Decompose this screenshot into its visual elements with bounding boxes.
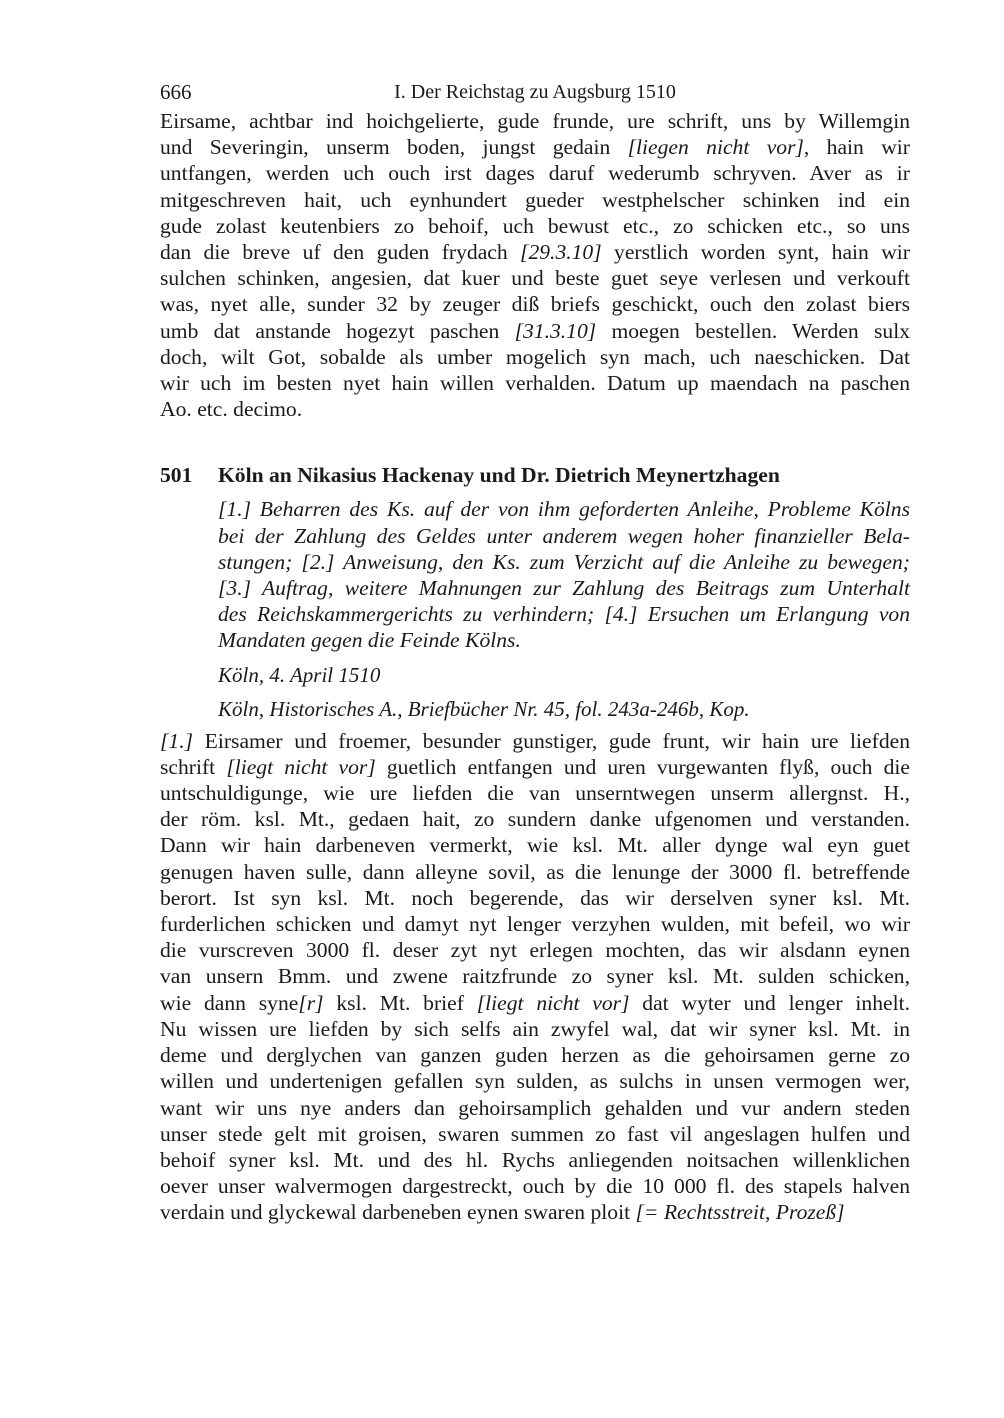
text-line	[160, 885, 910, 911]
text-run: Dann wir hain darbeneven vermerkt, wie ksl. Mt. aller dynge wal eyn guet	[160, 833, 910, 858]
text-run: want wir uns nye anders dan gehoirsamplich gehalden und vur andern steden	[160, 1095, 910, 1120]
place-date: Köln, 4. April 1510	[218, 662, 381, 687]
text-line	[160, 160, 910, 186]
text-run: van unsern Bmm. und zwene raitzfrunde zo syner ksl. Mt. sulden schicken,	[160, 964, 910, 989]
text-line	[160, 806, 910, 832]
text-run: gude zolast keutenbiers zo behoif, uch bewust etc., zo schicken etc., so uns	[160, 213, 910, 238]
text-run: deme und derglychen van ganzen guden herzen as die gehoirsamen gerne zo	[160, 1043, 910, 1068]
text-line	[160, 318, 910, 344]
text-run: und Severingin, unserm boden, jungst gedain	[160, 135, 628, 160]
regest-line: Mandaten gegen die Feinde Kölns.	[218, 628, 521, 653]
text-line	[160, 937, 910, 963]
text-run: mitgeschreven hait, uch eynhundert gueder westphelscher schinken ind ein	[160, 187, 910, 212]
text-run: was, nyet alle, sunder 32 by zeuger diß briefs geschickt, ouch den zolast biers	[160, 292, 910, 317]
text-line	[160, 344, 910, 370]
text-run: Eirsamer und froemer, besunder gunstiger, gude frunt, wir hain ure liefden	[193, 728, 910, 753]
document-regest	[218, 496, 910, 653]
text-run: sulchen schinken, angesien, dat kuer und beste guet seye verlesen und verkouft	[160, 266, 910, 291]
regest-line: bei der Zahlung des Geldes unter anderem wegen hoher finanzieller Bela-	[218, 523, 910, 548]
text-line	[160, 1147, 910, 1173]
editorial-note: [r]	[298, 990, 324, 1015]
text-run: guetlich entfangen und uren vurgewanten flyß, ouch die	[375, 754, 910, 779]
text-run: Ao. etc. decimo.	[160, 397, 303, 422]
running-head	[160, 76, 910, 108]
text-line	[160, 187, 910, 213]
source-reference: Köln, Historisches A., Briefbücher Nr. 45, fol. 243a-246b, Kop.	[218, 696, 750, 721]
text-run: moegen bestellen. Werden sulx	[596, 318, 910, 343]
text-line	[160, 754, 910, 780]
text-line	[160, 1068, 910, 1094]
text-run: behoif syner ksl. Mt. und des hl. Rychs anliegenden noitsachen willenklichen	[160, 1147, 910, 1172]
text-line	[160, 990, 910, 1016]
text-line	[160, 1173, 910, 1199]
text-run: wir uch im besten nyet hain willen verhalden. Datum up maendach na paschen	[160, 371, 910, 396]
continuation-paragraph	[160, 108, 910, 422]
text-run: yerstlich worden synt, hain wir	[601, 240, 911, 265]
text-line	[160, 963, 910, 989]
editorial-note: [29.3.10]	[520, 240, 602, 265]
editorial-note: [liegt nicht vor]	[476, 990, 630, 1015]
text-run: unser stede gelt mit groisen, swaren summen zo fast vil angeslagen hulfen und	[160, 1121, 910, 1146]
text-line	[160, 213, 910, 239]
text-run: schrift	[160, 754, 227, 779]
text-run: berort. Ist syn ksl. Mt. noch begerende, das wir derselven syner ksl. Mt.	[160, 885, 910, 910]
text-run: untfangen, werden uch ouch irst dages daruf wederumb schryven. Aver as ir	[160, 161, 910, 186]
regest-line: des Reichskammergerichts zu verhindern; [4.] Ersuchen um Erlangung von	[218, 602, 910, 627]
text-line	[160, 832, 910, 858]
text-run: wie dann syne	[160, 990, 299, 1015]
regest-line: [1.] Beharren des Ks. auf der von ihm geforderten Anleihe, Probleme Kölns	[218, 497, 910, 522]
regest-line: [3.] Auftrag, weitere Mahnungen zur Zahlung des Beitrags zum Unterhalt	[218, 576, 910, 601]
text-run: oever unser walvermogen dargestreckt, ouch by die 10 000 fl. des stapels halven	[160, 1174, 910, 1199]
text-run: der röm. ksl. Mt., gedaen hait, zo sundern danke ufgenomen und verstanden.	[160, 807, 910, 832]
text-line	[160, 859, 910, 885]
text-run: genugen haven sulle, dann alleyne sovil, as die lenunge der 3000 fl. betreffende	[160, 859, 910, 884]
text-run: ksl. Mt. brief	[323, 990, 477, 1015]
document-heading	[160, 462, 910, 488]
text-run: furderlichen schicken und damyt nyt lenger verzyhen wulden, mit befeil, wo wir	[160, 912, 910, 937]
editorial-note: [1.]	[160, 728, 194, 753]
text-run: dat wyter und lenger inhelt.	[629, 990, 910, 1015]
text-run: umb dat anstande hogezyt paschen	[160, 318, 515, 343]
text-run: willen und undertenigen gefallen syn sulden, as sulchs in unsen vermogen wer,	[160, 1069, 910, 1094]
text-run: Eirsame, achtbar ind hoichgelierte, gude frunde, ure schrift, uns by Willemgin	[160, 109, 910, 133]
text-run: die vurscreven 3000 fl. deser zyt nyt erlegen mochten, das wir alsdann eynen	[160, 938, 910, 963]
text-line	[160, 1199, 910, 1225]
text-line	[160, 108, 910, 134]
page-number: 666	[160, 80, 192, 104]
text-line	[160, 291, 910, 317]
text-line	[160, 780, 910, 806]
text-line	[160, 911, 910, 937]
text-run: untschuldigunge, wie ure liefden die van unserntwegen unserm allergnst. H.,	[160, 781, 910, 806]
document-page	[160, 76, 910, 1226]
running-title: I. Der Reichstag zu Augsburg 1510	[394, 81, 676, 103]
text-line	[160, 265, 910, 291]
text-line	[160, 1095, 910, 1121]
text-line	[160, 396, 910, 422]
text-run: Nu wissen ure liefden by sich selfs ain zwyfel wal, dat wir syner ksl. Mt. in	[160, 1016, 910, 1041]
text-run: dan die breve uf den guden frydach	[160, 240, 521, 265]
text-line	[160, 1121, 910, 1147]
text-line	[160, 1042, 910, 1068]
text-line	[160, 239, 910, 265]
editorial-note: [liegen nicht vor]	[627, 135, 804, 160]
document-number: 501	[160, 463, 193, 488]
text-run: , hain wir	[803, 135, 910, 160]
text-line	[160, 728, 910, 754]
document-title: Köln an Nikasius Hackenay und Dr. Dietrich Meynertzhagen	[218, 463, 780, 488]
text-run: verdain und glyckewal darbeneben eynen swaren ploit	[160, 1200, 636, 1225]
editorial-note: [liegt nicht vor]	[226, 754, 376, 779]
text-line	[160, 1016, 910, 1042]
text-line	[160, 370, 910, 396]
text-run: doch, wilt Got, sobalde als umber mogelich syn mach, uch naeschicken. Dat	[160, 344, 910, 369]
text-line	[160, 134, 910, 160]
document-body-paragraph	[160, 728, 910, 1226]
regest-line: stungen; [2.] Anweisung, den Ks. zum Verzicht auf die Anleihe zu bewegen;	[218, 549, 910, 574]
editorial-note: [= Rechtsstreit, Prozeß]	[635, 1200, 845, 1225]
editorial-note: [31.3.10]	[514, 318, 597, 343]
